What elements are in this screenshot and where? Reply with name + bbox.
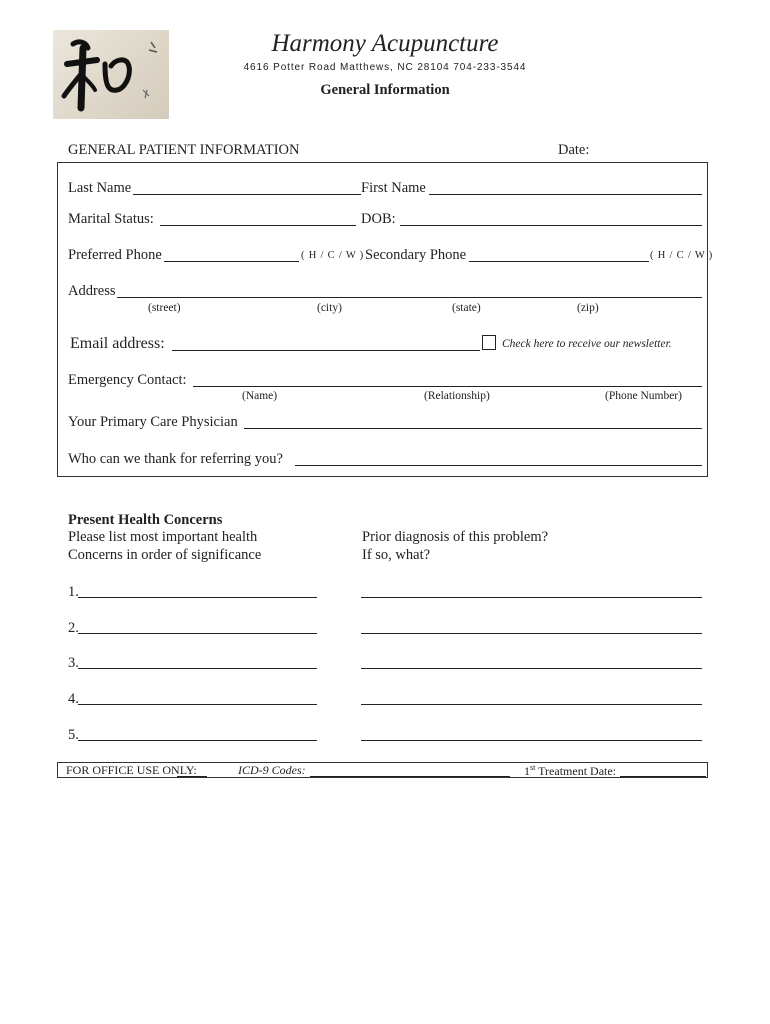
treatment-date-label <box>524 763 616 779</box>
diagnosis-field[interactable] <box>361 597 702 598</box>
marital-status-field[interactable] <box>160 225 356 226</box>
concerns-heading: Present Health Concerns <box>68 512 223 528</box>
first-name-field[interactable] <box>429 194 702 195</box>
diagnosis-field[interactable] <box>361 704 702 705</box>
newsletter-label: Check here to receive our newsletter. <box>502 338 672 350</box>
emergency-relationship-hint: (Relationship) <box>424 390 490 402</box>
address-label: Address <box>68 283 116 299</box>
date-label: Date: <box>558 142 590 158</box>
concern-number: 4. <box>68 691 79 707</box>
emergency-contact-field[interactable] <box>193 386 702 387</box>
referral-field[interactable] <box>295 465 702 466</box>
office-use-underline <box>177 776 207 777</box>
physician-label: Your Primary Care Physician <box>68 414 238 430</box>
diagnosis-field[interactable] <box>361 633 702 634</box>
secondary-phone-label: Secondary Phone <box>365 247 467 263</box>
form-subtitle: General Information <box>320 82 450 98</box>
concerns-instruction-1: Please list most important health <box>68 529 258 545</box>
concern-field[interactable] <box>78 668 317 669</box>
last-name-label: Last Name <box>68 180 132 196</box>
marital-status-label: Marital Status: <box>68 211 154 227</box>
preferred-phone-label: Preferred Phone <box>68 247 162 263</box>
concern-number: 2. <box>68 620 79 636</box>
concern-field[interactable] <box>78 740 317 741</box>
referral-label: Who can we thank for referring you? <box>68 451 283 467</box>
treatment-text: Treatment Date: <box>538 764 617 778</box>
city-hint: (city) <box>317 302 342 314</box>
diagnosis-field[interactable] <box>361 740 702 741</box>
practice-address: 4616 Potter Road Matthews, NC 28104 704-233-3544 <box>243 62 527 73</box>
diagnosis-question-1: Prior diagnosis of this problem? <box>362 529 549 545</box>
last-name-field[interactable] <box>133 194 361 195</box>
email-field[interactable] <box>172 350 480 351</box>
preferred-phone-type: ( H / C / W ) <box>301 250 365 261</box>
street-hint: (street) <box>148 302 181 314</box>
office-use-label: FOR OFFICE USE ONLY: <box>66 763 197 777</box>
secondary-phone-type: ( H / C / W ) <box>650 250 714 261</box>
icd-codes-field[interactable] <box>310 776 510 777</box>
diagnosis-field[interactable] <box>361 668 702 669</box>
concern-field[interactable] <box>78 597 317 598</box>
treatment-ordinal: st <box>530 763 536 772</box>
concern-field[interactable] <box>78 704 317 705</box>
diagnosis-question-2: If so, what? <box>362 547 431 563</box>
concern-field[interactable] <box>78 633 317 634</box>
emergency-contact-label: Emergency Contact: <box>68 372 187 388</box>
practice-title: Harmony Acupuncture <box>271 30 499 57</box>
first-name-label: First Name <box>361 180 426 196</box>
address-field[interactable] <box>117 297 702 298</box>
emergency-phone-hint: (Phone Number) <box>605 390 682 402</box>
emergency-name-hint: (Name) <box>242 390 278 402</box>
concern-number: 1. <box>68 584 79 600</box>
concerns-instruction-2: Concerns in order of significance <box>68 547 262 563</box>
dob-field[interactable] <box>400 225 702 226</box>
concern-number: 3. <box>68 655 79 671</box>
newsletter-checkbox[interactable] <box>482 335 496 350</box>
preferred-phone-field[interactable] <box>164 261 299 262</box>
dob-label: DOB: <box>361 211 396 227</box>
email-label: Email address: <box>70 335 165 352</box>
secondary-phone-field[interactable] <box>469 261 649 262</box>
zip-hint: (zip) <box>577 302 599 314</box>
treatment-number: 1 <box>524 764 530 778</box>
icd-codes-label: ICD-9 Codes: <box>238 763 306 777</box>
physician-field[interactable] <box>244 428 702 429</box>
treatment-date-field[interactable] <box>620 776 706 777</box>
state-hint: (state) <box>452 302 481 314</box>
patient-section-heading: GENERAL PATIENT INFORMATION <box>68 142 300 158</box>
concern-number: 5. <box>68 727 79 743</box>
